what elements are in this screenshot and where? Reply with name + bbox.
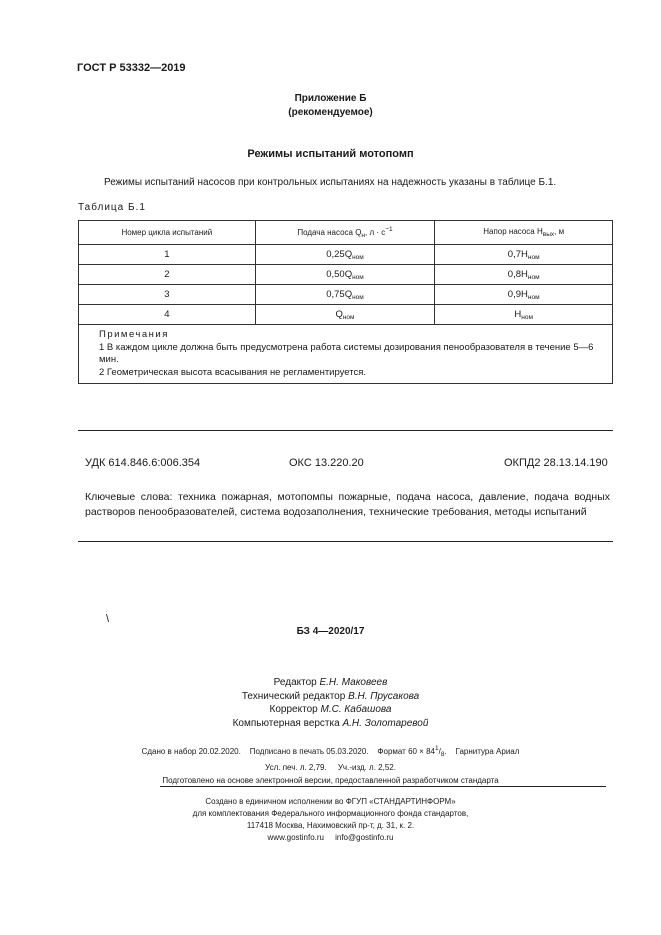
divider-line [78, 541, 613, 542]
notes-title: Примечания [99, 329, 169, 340]
head-cell: $0,9H_{ном}$ [435, 285, 613, 305]
head-cell: $0,8H_{ном}$ [435, 265, 613, 285]
table-notes-row [79, 325, 613, 384]
table-label: Таблица Б.1 [78, 202, 146, 213]
udk-code: УДК 614.846.6:006.354 [85, 457, 201, 469]
flow-cell: $0,25Q_{ном}$ [255, 245, 435, 265]
appendix-heading [0, 92, 661, 120]
appendix-title: Приложение Б [294, 93, 367, 104]
imprint-block [0, 742, 661, 787]
okpd-code: ОКПД2 28.13.14.190 [504, 457, 608, 469]
keywords: Ключевые слова: техника пожарная, мотопомпы пожарные, подача насоса, давление, подача водных растворов пенообразователей, система водозаполнения, технические требования, методы испытаний [85, 491, 610, 518]
publisher-line: www.gostinfo.ru info@gostinfo.ru [267, 833, 394, 842]
cycle-number-cell: 2 [79, 265, 256, 285]
flow-cell: $0,75Q_{ном}$ [255, 285, 435, 305]
flow-cell: $0,50Q_{ном}$ [255, 265, 435, 285]
imprint-line: Сдано в набор 20.02.2020. Подписано в печать 05.03.2020. Формат $60 \times 84^1/_8$. Гарнитура Ариал [141, 745, 520, 758]
cycle-number-cell: 3 [79, 285, 256, 305]
divider-line [78, 430, 613, 431]
stray-mark: \ [106, 613, 110, 625]
header-pump-head: Напор насоса $H_{вых}$, м [435, 221, 613, 245]
test-modes-table [78, 220, 613, 384]
head-cell: $H_{ном}$ [435, 305, 613, 325]
editors-block [0, 676, 661, 730]
cycle-number-cell: 1 [79, 245, 256, 265]
table-notes [79, 325, 613, 384]
note-item: 1 В каждом цикле должна быть предусмотрена работа системы дозирования пенообразователя в течение 5—6 мин. [99, 341, 594, 365]
imprint-line: Подготовлено на основе электронной версии, предоставленной разработчиком стандарта [162, 776, 499, 785]
head-cell: $0,7H_{ном}$ [435, 245, 613, 265]
publisher-line: Создано в единичном исполнении во ФГУП «СТАНДАРТИНФОРМ» [205, 797, 456, 806]
header-cycle-number: Номер цикла испытаний [79, 221, 256, 245]
table-row [79, 245, 613, 265]
editor-line: Компьютерная верстка А.Н. Золотаревой [232, 717, 429, 729]
bz-number: БЗ 4—2020/17 [296, 626, 365, 637]
header-pump-flow: Подача насоса $Q_н$, $л \cdot с^{-1}$ [255, 221, 435, 245]
table-row [79, 285, 613, 305]
publisher-block [0, 796, 661, 844]
standard-number: ГОСТ Р 53332—2019 [77, 62, 186, 74]
table-row [79, 305, 613, 325]
appendix-note: (рекомендуемое) [288, 107, 373, 118]
oks-code: ОКС 13.220.20 [289, 457, 364, 469]
table-header-row [79, 221, 613, 245]
flow-cell: $Q_{ном}$ [255, 305, 435, 325]
table-row [79, 265, 613, 285]
note-item: 2 Геометрическая высота всасывания не регламентируется. [99, 366, 367, 378]
publisher-line: для комплектования Федерального информационного фонда стандартов, [192, 809, 469, 818]
publisher-line: 117418 Москва, Нахимовский пр-т, д. 31, к. 2. [246, 821, 415, 830]
section-title: Режимы испытаний мотопомп [247, 148, 414, 160]
imprint-line: Усл. печ. л. 2,79. Уч.-изд. л. 2,52. [265, 763, 396, 772]
intro-paragraph: Режимы испытаний насосов при контрольных испытаниях на надежность указаны в таблице Б.1. [104, 177, 557, 188]
editor-line: Редактор Е.Н. Маковеев [273, 677, 388, 688]
divider-line [160, 786, 606, 787]
editor-line: Технический редактор В.Н. Прусакова [241, 690, 420, 702]
cycle-number-cell: 4 [79, 305, 256, 325]
editor-line: Корректор М.С. Кабашова [269, 704, 392, 715]
